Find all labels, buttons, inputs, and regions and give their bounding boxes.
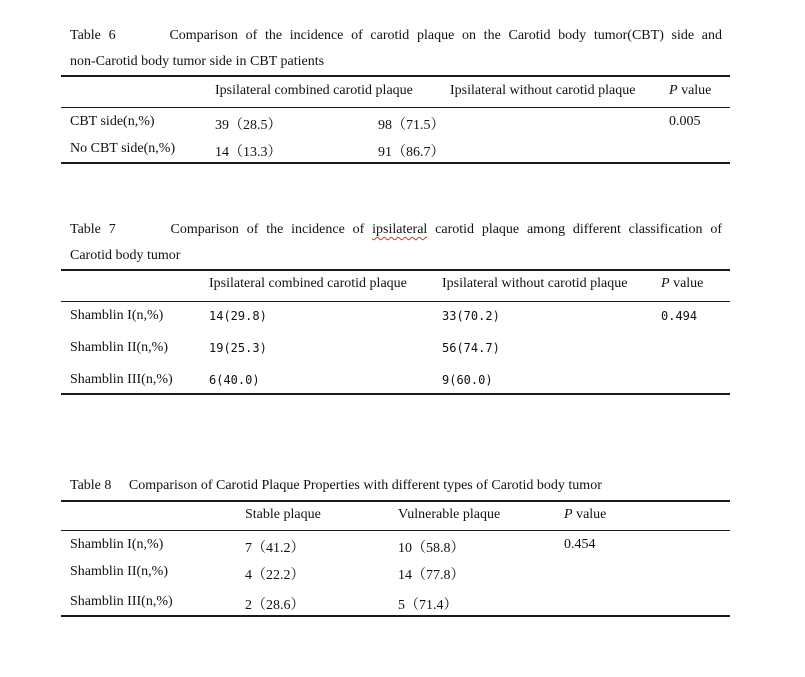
table7-header-without: Ipsilateral without carotid plaque xyxy=(442,276,628,291)
table7-caption-pre: Comparison of the incidence of xyxy=(170,222,365,237)
table6-caption-line1: Comparison of the incidence of carotid plaque on the Carotid body tumor(CBT) side and xyxy=(169,28,723,43)
table6-header-combined: Ipsilateral combined carotid plaque xyxy=(215,83,413,98)
table7-row2-label: Shamblin II(n,%) xyxy=(70,340,168,355)
table6-row1-combined: 39（28.5） xyxy=(215,118,282,133)
table8-number: Table 8 xyxy=(70,478,112,493)
table7-row2-combined: 19(25.3) xyxy=(209,341,267,355)
table6-row2-label: No CBT side(n,%) xyxy=(70,141,176,156)
table8-row2-label: Shamblin II(n,%) xyxy=(70,564,168,579)
table7-row3-label: Shamblin III(n,%) xyxy=(70,372,173,387)
table8-header-stable: Stable plaque xyxy=(245,507,321,522)
table7-row1-without: 33(70.2) xyxy=(442,309,500,323)
table6-row2-combined: 14（13.3） xyxy=(215,145,282,160)
table8-row1-label: Shamblin I(n,%) xyxy=(70,537,164,552)
table8-header-vulnerable: Vulnerable plaque xyxy=(398,507,501,522)
table8-row3-label: Shamblin III(n,%) xyxy=(70,594,173,609)
table6-header-pvalue: P value xyxy=(669,83,712,98)
table7-header-pvalue: P value xyxy=(661,276,704,291)
table8-header-rule xyxy=(61,530,730,531)
table7-header-combined: Ipsilateral combined carotid plaque xyxy=(209,276,407,291)
table8-caption-text: Comparison of Carotid Plaque Properties with different types of Carotid body tumor xyxy=(128,478,602,493)
table6-top-rule xyxy=(61,75,730,77)
table8-caption xyxy=(70,478,602,494)
table7-row2-without: 56(74.7) xyxy=(442,341,500,355)
table6-caption xyxy=(70,28,722,44)
table7-header-rule xyxy=(61,301,730,302)
table6-caption-line2: non-Carotid body tumor side in CBT patients xyxy=(70,54,325,69)
table6-header-rule xyxy=(61,107,730,108)
table6-number: Table 6 xyxy=(70,28,116,43)
table7-bottom-rule xyxy=(61,393,730,395)
table7-row3-without: 9(60.0) xyxy=(442,373,493,387)
table8-header-pvalue: P value xyxy=(564,507,607,522)
table8-row2-vulnerable: 14（77.8） xyxy=(398,568,465,583)
table8-top-rule xyxy=(61,500,730,502)
table8-row1-stable: 7（41.2） xyxy=(245,541,305,556)
table7-caption-line2: Carotid body tumor xyxy=(70,248,181,263)
table6-row2-without: 91（86.7） xyxy=(378,145,445,160)
table8-row2-stable: 4（22.2） xyxy=(245,568,305,583)
table7-row1-pvalue: 0.494 xyxy=(661,309,698,323)
table6-row1-label: CBT side(n,%) xyxy=(70,114,155,129)
table6-bottom-rule xyxy=(61,162,730,164)
table7-number: Table 7 xyxy=(70,222,116,237)
table7-row3-combined: 6(40.0) xyxy=(209,373,260,387)
table8-row3-vulnerable: 5（71.4） xyxy=(398,598,458,613)
table6-row1-pvalue: 0.005 xyxy=(669,114,701,129)
table6-header-without: Ipsilateral without carotid plaque xyxy=(450,83,636,98)
table7-caption-flagged-word: ipsilateral xyxy=(372,222,428,237)
table7-caption xyxy=(70,222,722,238)
table6-row1-without: 98（71.5） xyxy=(378,118,445,133)
table8-row1-vulnerable: 10（58.8） xyxy=(398,541,465,556)
table8-bottom-rule xyxy=(61,615,730,617)
table8-row1-pvalue: 0.454 xyxy=(564,537,596,552)
table7-row1-combined: 14(29.8) xyxy=(209,309,267,323)
table7-row1-label: Shamblin I(n,%) xyxy=(70,308,164,323)
table7-caption-post: carotid plaque among different classification of xyxy=(435,222,723,237)
table8-row3-stable: 2（28.6） xyxy=(245,598,305,613)
table7-top-rule xyxy=(61,269,730,271)
